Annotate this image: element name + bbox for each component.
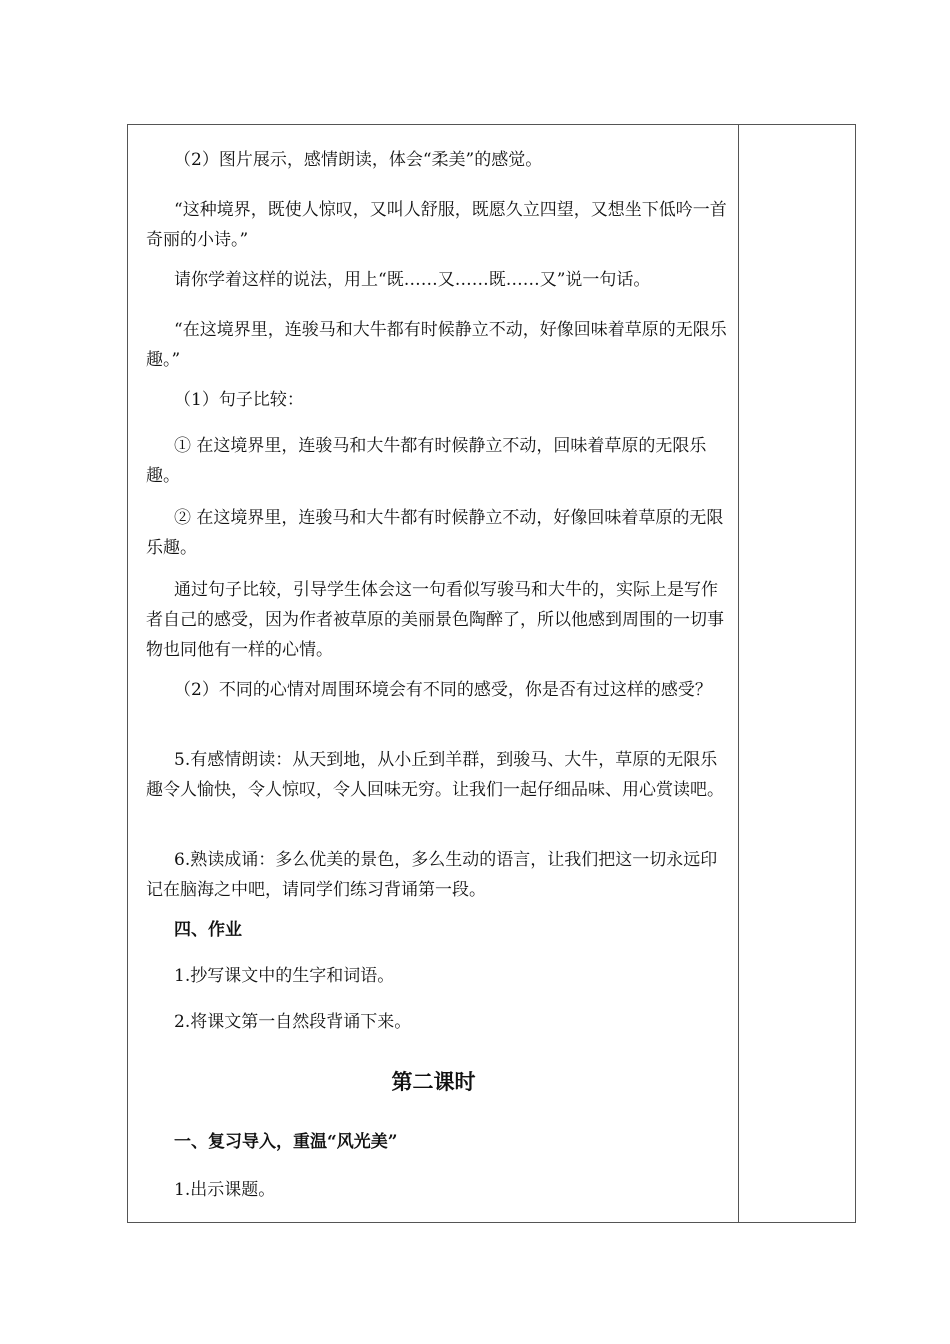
- paragraph-comparison-two: ② 在这境界里，连骏马和大牛都有时候静立不动，好像回味着草原的无限乐趣。: [146, 508, 724, 558]
- paragraph-recitation: 6.熟读成诵：多么优美的景色，多么生动的语言，让我们把这一切永远印记在脑海之中吧，请同学们练习背诵第一段。: [146, 850, 718, 900]
- paragraph-image-display: （2）图片展示，感情朗读，体会“柔美”的感觉。: [174, 150, 543, 170]
- review-item-title: 1.出示课题。: [174, 1180, 276, 1200]
- homework-item-copy: 1.抄写课文中的生字和词语。: [174, 966, 395, 986]
- paragraph-sentence-comparison: （1）句子比较：: [174, 390, 304, 410]
- paragraph-different-feelings: （2）不同的心情对周围环境会有不同的感受，你是否有过这样的感受？: [174, 680, 712, 700]
- paragraph-quote-horses: “在这境界里，连骏马和大牛都有时候静立不动，好像回味着草原的无限乐趣。”: [146, 320, 727, 370]
- section-heading-review: 一、复习导入，重温“风光美”: [174, 1132, 398, 1152]
- notes-cell: [739, 125, 855, 1222]
- paragraph-quote-realm: “这种境界，既使人惊叹，又叫人舒服，既愿久立四望，又想坐下低吟一首奇丽的小诗。”: [146, 200, 727, 250]
- lesson-content-cell: [128, 125, 739, 1222]
- paragraph-sentence-practice: 请你学着这样的说法，用上“既……又……既……又”说一句话。: [174, 270, 651, 290]
- paragraph-emotional-reading: 5.有感情朗读：从天到地，从小丘到羊群，到骏马、大牛，草原的无限乐趣令人愉快，令人惊叹，令人回味无穷。让我们一起仔细品味、用心赏读吧。: [146, 750, 724, 800]
- section-heading-homework: 四、作业: [174, 920, 242, 940]
- paragraph-comparison-one: ① 在这境界里，连骏马和大牛都有时候静立不动，回味着草原的无限乐趣。: [146, 436, 707, 486]
- lesson-table: [127, 124, 856, 1223]
- homework-item-recite: 2.将课文第一自然段背诵下来。: [174, 1012, 412, 1032]
- paragraph-comparison-explanation: 通过句子比较，引导学生体会这一句看似写骏马和大牛的，实际上是写作者自己的感受，因为作者被草原的美丽景色陶醉了，所以他感到周围的一切事物也同他有一样的心情。: [146, 580, 724, 660]
- lesson-heading: 第二课时: [391, 1069, 476, 1094]
